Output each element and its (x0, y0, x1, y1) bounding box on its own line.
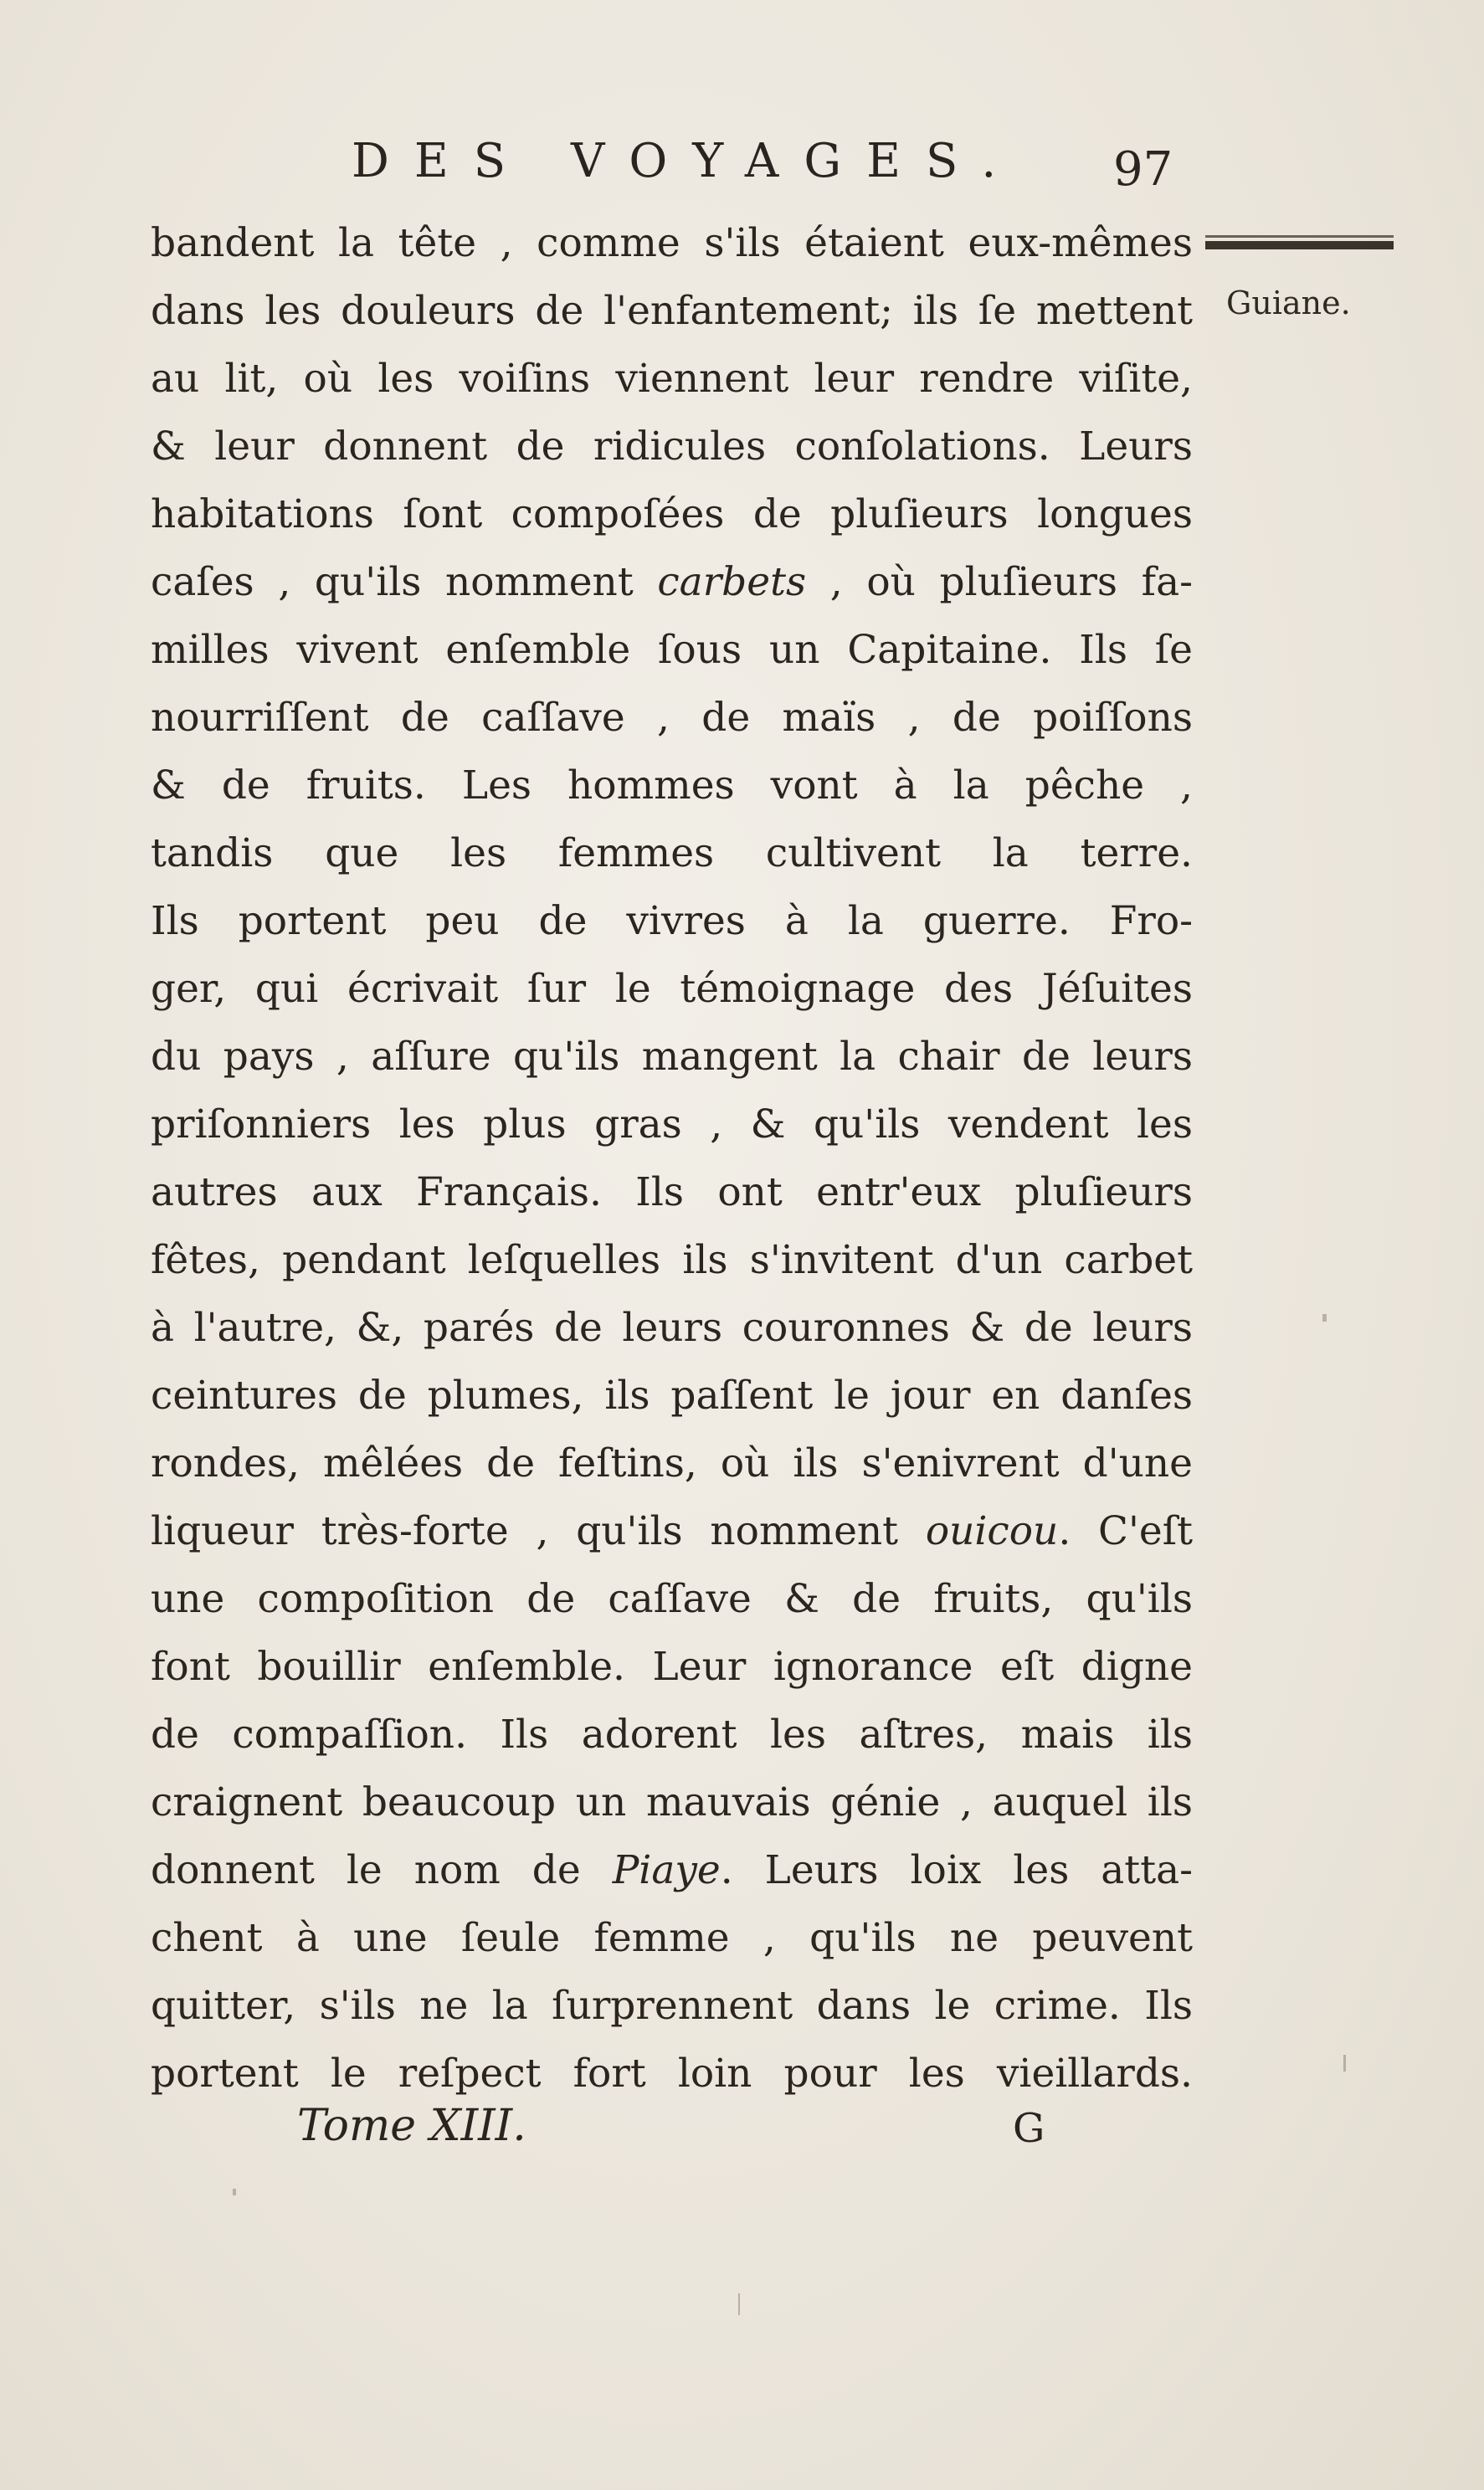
text-line: portent le reſpect fort loin pour les vieillards. (151, 2051, 1193, 2097)
text-line: au lit, où les voiſins viennent leur rendre viſite, (151, 356, 1193, 402)
text-segment: , où pluſieurs fa- (806, 559, 1193, 605)
text-line: Ils portent peu de vivres à la guerre. Fro- (151, 898, 1193, 944)
text-line: & leur donnent de ridicules conſolations. Leurs (151, 424, 1193, 470)
signature-mark: G (1013, 2105, 1045, 2152)
text-line: une compoſition de caſſave & de fruits, qu'ils (151, 1576, 1193, 1622)
margin-rule (1205, 241, 1394, 249)
text-line: font bouillir enſemble. Leur ignorance eſt digne (151, 1644, 1193, 1690)
text-line: ceintures de plumes, ils paſſent le jour en danſes (151, 1373, 1193, 1419)
text-segment: caſes , qu'ils nomment (151, 559, 658, 605)
text-line: nourriſſent de caſſave , de maïs , de poiſſons (151, 695, 1193, 741)
text-line (151, 1497, 1193, 1565)
italic-term: carbets (657, 559, 807, 605)
text-line: de compaſſion. Ils adorent les aſtres, mais ils (151, 1712, 1193, 1758)
paper-speck (738, 2293, 740, 2315)
paper-speck (1322, 1314, 1327, 1322)
text-line: fêtes, pendant leſquelles ils s'invitent d'un carbet (151, 1237, 1193, 1283)
text-segment: . Leurs loix les atta- (720, 1847, 1193, 1893)
text-line: autres aux Français. Ils ont entr'eux pluſieurs (151, 1169, 1193, 1215)
footer-tome: Tome XIII. (297, 2101, 526, 2151)
text-segment: . C'eſt (1058, 1508, 1193, 1554)
text-line: habitations ſont compoſées de pluſieurs longues (151, 491, 1193, 537)
text-line: dans les douleurs de l'enfantement; ils ſe mettent (151, 288, 1193, 334)
paper-speck (233, 2189, 236, 2195)
text-line: priſonniers les plus gras , & qu'ils vendent les (151, 1101, 1193, 1147)
paper-speck (1343, 2055, 1346, 2072)
text-line: du pays , aſſure qu'ils mangent la chair de leurs (151, 1034, 1193, 1080)
page-number: 97 (1113, 142, 1173, 197)
text-line (151, 1836, 1193, 1904)
italic-term: Piaye (612, 1847, 721, 1893)
text-line (151, 548, 1193, 616)
text-line: & de fruits. Les hommes vont à la pêche , (151, 762, 1193, 809)
text-line: à l'autre, &, parés de leurs couronnes & de leurs (151, 1305, 1193, 1351)
text-line: rondes, mêlées de feſtins, où ils s'enivrent d'une (151, 1440, 1193, 1486)
text-line: milles vivent enſemble ſous un Capitaine. Ils ſe (151, 627, 1193, 673)
text-segment: liqueur très-forte , qu'ils nomment (151, 1508, 926, 1554)
margin-note: Guiane. (1226, 285, 1351, 321)
text-line: chent à une ſeule femme , qu'ils ne peuvent (151, 1915, 1193, 1961)
text-line: bandent la tête , comme s'ils étaient eux-mêmes (151, 220, 1193, 266)
text-line: craignent beaucoup un mauvais génie , auquel ils (151, 1779, 1193, 1825)
italic-term: ouicou (925, 1508, 1059, 1554)
text-line: tandis que les femmes cultivent la terre. (151, 830, 1193, 876)
text-line: quitter, s'ils ne la ſurprennent dans le crime. Ils (151, 1983, 1193, 2029)
margin-rule-thin (1205, 235, 1394, 238)
running-title: DES VOYAGES. (352, 134, 1022, 188)
text-segment: donnent le nom de (151, 1847, 613, 1893)
text-line: ger, qui écrivait ſur le témoignage des Jéſuites (151, 966, 1193, 1012)
